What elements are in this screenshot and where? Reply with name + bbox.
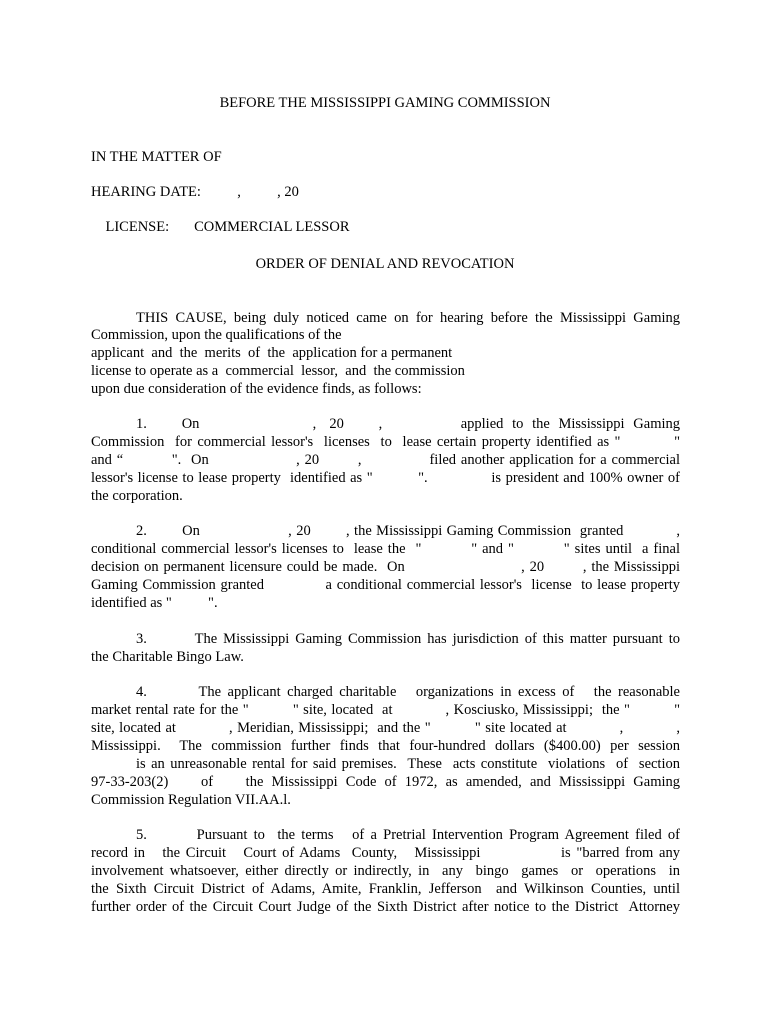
para3-line-1: 3. The Mississippi Gaming Commission has jurisdiction of this matter pursuant to (136, 631, 680, 647)
para2-line-4: Gaming Commission granted a conditional commercial lessor's license to lease property (91, 577, 680, 593)
hearing-date-line: HEARING DATE: , , 20 (91, 184, 299, 200)
para2-line-1: 2. On , 20 , the Mississippi Gaming Commission granted , (136, 523, 680, 539)
intro-line-5: upon due consideration of the evidence finds, as follows: (91, 381, 422, 397)
para2-line-5: identified as " ". (91, 595, 218, 611)
para5-line-3: involvement whatsoever, either directly or indirectly, in any bingo games or operations in (91, 863, 680, 879)
para1-line-1: 1. On , 20 , applied to the Mississippi Gaming (136, 416, 680, 432)
para1-line-5: the corporation. (91, 488, 183, 504)
para5-line-2: record in the Circuit Court of Adams County, Mississippi is "barred from any (91, 845, 680, 861)
para2-line-3: decision on permanent licensure could be made. On , 20 , the Mississippi (91, 559, 680, 575)
para2-line-2: conditional commercial lessor's licenses to lease the " " and " " sites until a final (91, 541, 680, 557)
para4-line-5: is an unreasonable rental for said premises. These acts constitute violations of section (136, 756, 680, 772)
license-line (91, 202, 350, 253)
intro-line-2: Commission, upon the qualifications of the (91, 327, 342, 343)
para3-line-2: the Charitable Bingo Law. (91, 649, 244, 665)
para5-line-1: 5. Pursuant to the terms of a Pretrial Intervention Program Agreement filed of (136, 827, 680, 843)
commission-heading: BEFORE THE MISSISSIPPI GAMING COMMISSION (219, 95, 551, 111)
license-value: COMMERCIAL LESSOR (194, 219, 350, 235)
intro-line-3: applicant and the merits of the application for a permanent (91, 345, 453, 361)
para4-line-7: Commission Regulation VII.AA.l. (91, 792, 291, 808)
para1-line-3: and “ ". On , 20 , filed another application for a commercial (91, 452, 680, 468)
para1-line-4: lessor's license to lease property identified as " ". is president and 100% owner of (91, 470, 680, 486)
para4-line-4: Mississippi. The commission further finds that four-hundred dollars ($400.00) per session (91, 738, 680, 754)
intro-line-4: license to operate as a commercial lessor, and the commission (91, 363, 465, 379)
para1-line-2: Commission for commercial lessor's licenses to lease certain property identified as " " (91, 434, 680, 450)
para4-line-6: 97-33-203(2) of the Mississippi Code of 1972, as amended, and Mississippi Gaming (91, 774, 680, 790)
para5-line-5: further order of the Circuit Court Judge of the Sixth District after notice to the District Attorney (91, 899, 680, 915)
matter-line: IN THE MATTER OF (91, 149, 222, 165)
order-title: ORDER OF DENIAL AND REVOCATION (255, 256, 515, 272)
intro-line-1: THIS CAUSE, being duly noticed came on for hearing before the Mississippi Gaming (136, 310, 680, 326)
license-label: LICENSE: (105, 219, 170, 235)
para4-line-1: 4. The applicant charged charitable organizations in excess of the reasonable (136, 684, 680, 700)
para4-line-2: market rental rate for the " " site, located at , Kosciusko, Mississippi; the " " (91, 702, 680, 718)
para5-line-4: the Sixth Circuit District of Adams, Amite, Franklin, Jefferson and Wilkinson Counties, until (91, 881, 680, 897)
para4-line-3: site, located at , Meridian, Mississippi; and the " " site located at , , (91, 720, 680, 736)
